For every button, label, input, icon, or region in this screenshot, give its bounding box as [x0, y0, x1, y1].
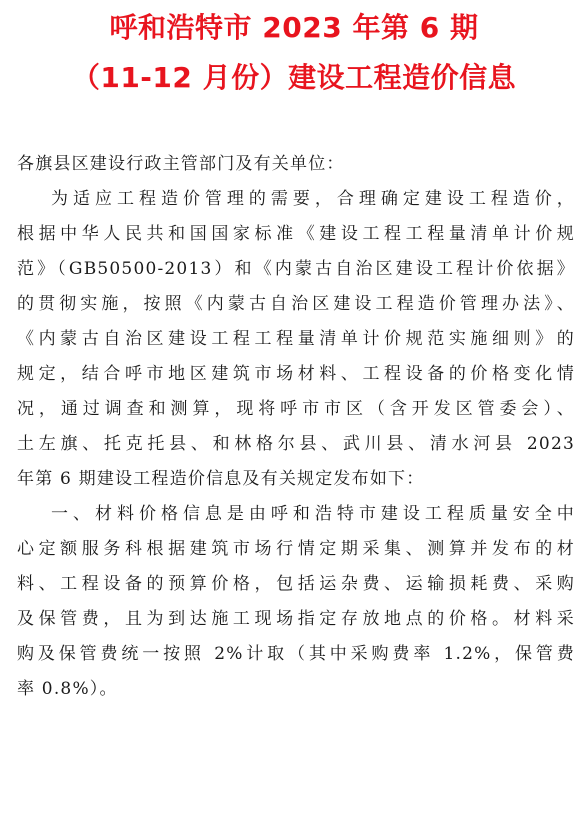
paragraph-line: 况，通过调查和测算，现将呼市市区（含开发区管委会）、	[17, 399, 575, 419]
paragraph-line: 规定，结合呼市地区建筑市场材料、工程设备的价格变化情	[17, 364, 575, 384]
paragraph-line: 年第 6 期建设工程造价信息及有关规定发布如下：	[17, 469, 425, 489]
paragraph-line: 率 0.8%）。	[17, 679, 118, 699]
salutation: 各旗县区建设行政主管部门及有关单位：	[17, 154, 345, 174]
paragraph-line: 范》（GB50500-2013）和《内蒙古自治区建设工程计价依据》	[17, 259, 575, 279]
paragraph-line: 为适应工程造价管理的需要，合理确定建设工程造价，	[51, 189, 575, 209]
paragraph-line: 心定额服务科根据建筑市场行情定期采集、测算并发布的材	[17, 539, 575, 559]
paragraph-line: 的贯彻实施，按照《内蒙古自治区建设工程造价管理办法》、	[17, 294, 575, 314]
paragraph-line: 购及保管费统一按照 2%计取（其中采购费率 1.2%，保管费	[17, 644, 575, 664]
document-body	[17, 147, 575, 707]
document-title-line-2: （11-12 月份）建设工程造价信息	[71, 61, 517, 94]
paragraph-line: 根据中华人民共和国国家标准《建设工程工程量清单计价规	[17, 224, 575, 244]
paragraph-line: 土左旗、托克托县、和林格尔县、武川县、清水河县 2023	[17, 434, 575, 454]
paragraph-line: 及保管费，且为到达施工现场指定存放地点的价格。材料采	[17, 609, 575, 629]
paragraph-line: 一、材料价格信息是由呼和浩特市建设工程质量安全中	[51, 504, 575, 524]
paragraph-line: 料、工程设备的预算价格，包括运杂费、运输损耗费、采购	[17, 574, 575, 594]
document-title-line-1: 呼和浩特市 2023 年第 6 期	[109, 11, 479, 44]
paragraph-line: 《内蒙古自治区建设工程工程量清单计价规范实施细则》的	[17, 329, 575, 349]
